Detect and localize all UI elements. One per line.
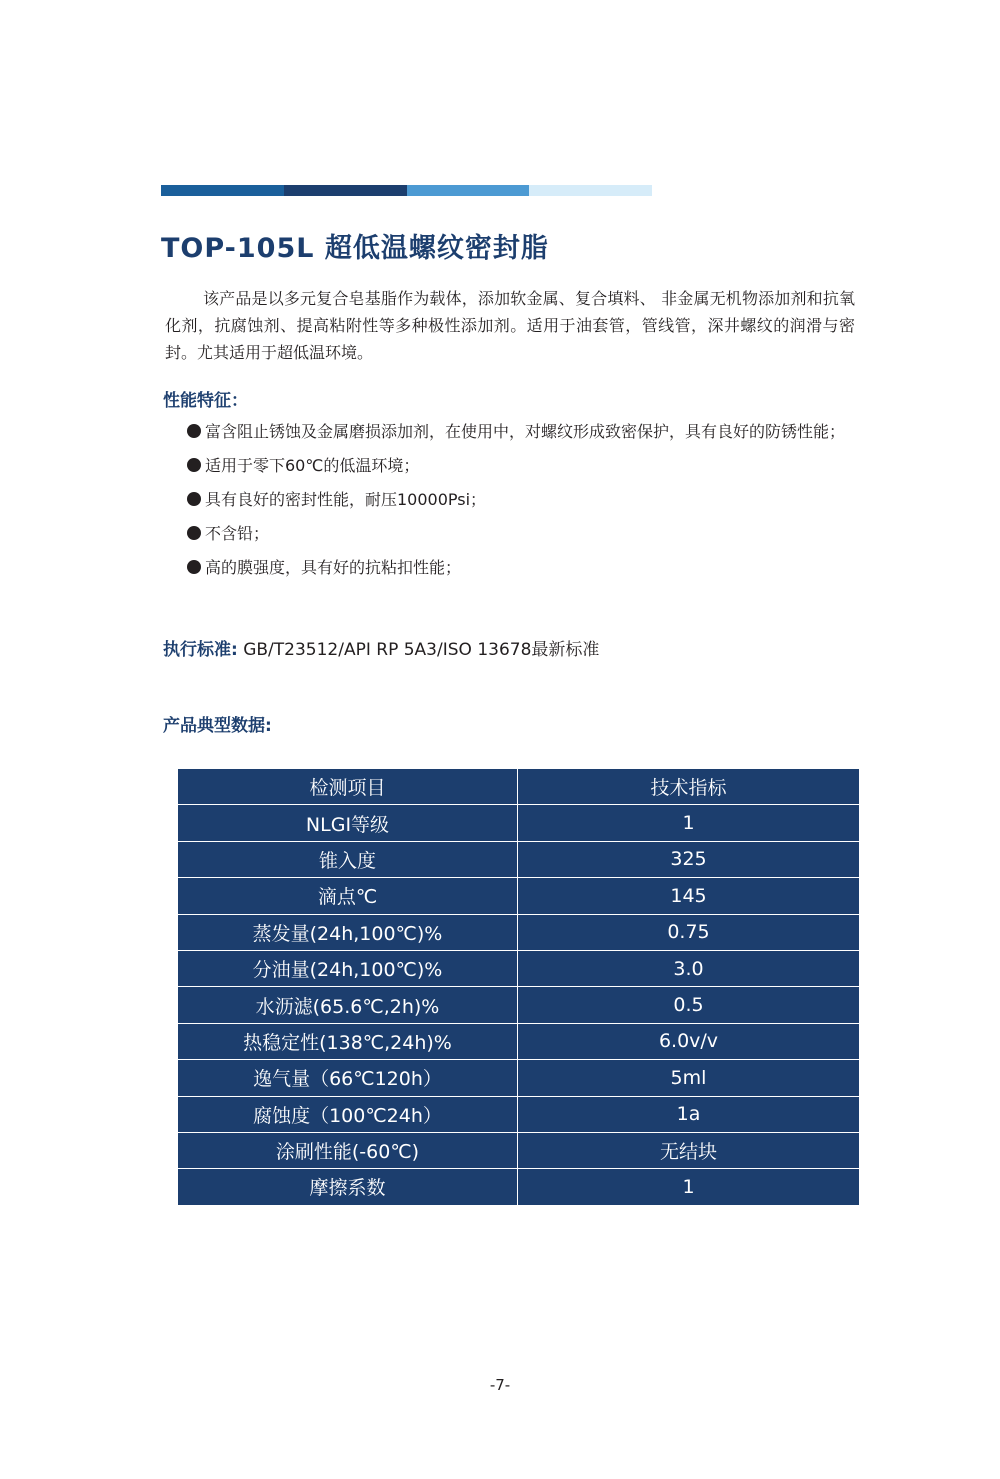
item-cell: 涂刷性能(-60℃) — [178, 1132, 518, 1168]
feature-item — [165, 518, 855, 549]
item-cell: 腐蚀度（100℃24h） — [178, 1096, 518, 1132]
item-cell: 逸气量（66℃120h） — [178, 1060, 518, 1096]
table-row — [178, 914, 859, 950]
feature-text: 适用于零下60℃的低温环境； — [205, 456, 420, 475]
color-bar-segment — [407, 185, 530, 196]
color-bar-segment — [161, 185, 284, 196]
table-header-row — [178, 769, 859, 805]
bullet-icon — [187, 458, 201, 472]
feature-text: 富含阻止锈蚀及金属磨损添加剂，在使用中，对螺纹形成致密保护，具有良好的防锈性能； — [205, 422, 846, 441]
feature-text: 不含铅； — [205, 524, 270, 543]
table-row — [178, 950, 859, 986]
feature-text: 具有良好的密封性能，耐压10000Psi； — [205, 490, 487, 509]
bullet-icon — [187, 424, 201, 438]
column-header: 技术指标 — [518, 769, 860, 805]
value-cell: 6.0v/v — [518, 1023, 860, 1059]
item-cell: 锥入度 — [178, 841, 518, 877]
standard-line — [163, 635, 599, 660]
table-row — [178, 1132, 859, 1168]
intro-paragraph: 该产品是以多元复合皂基脂作为载体，添加软金属、复合填料、 非金属无机物添加剂和抗氧化剂，抗腐蚀剂、提高粘附性等多种极性添加剂。适用于油套管，管线管，深井螺纹的润滑与密封。尤其适用于超低温环境。 — [165, 289, 855, 362]
value-cell: 5ml — [518, 1060, 860, 1096]
feature-item — [165, 484, 855, 515]
item-cell: NLGI等级 — [178, 805, 518, 841]
table-row — [178, 987, 859, 1023]
page-number: -7- — [489, 1376, 511, 1394]
features-list — [165, 416, 855, 586]
table-row — [178, 1096, 859, 1132]
column-header: 检测项目 — [178, 769, 518, 805]
table-row — [178, 878, 859, 914]
bullet-icon — [187, 560, 201, 574]
table-row — [178, 1169, 859, 1205]
item-cell: 蒸发量(24h,100℃)% — [178, 914, 518, 950]
bullet-icon — [187, 492, 201, 506]
value-cell: 1 — [682, 1175, 695, 1198]
feature-item — [165, 450, 855, 481]
value-cell: 145 — [518, 878, 860, 914]
value-cell: 0.75 — [518, 914, 860, 950]
features-heading: 性能特征： — [163, 391, 248, 411]
table-row — [178, 805, 859, 841]
item-cell: 分油量(24h,100℃)% — [178, 950, 518, 986]
feature-text: 高的膜强度，具有好的抗粘扣性能； — [205, 558, 462, 577]
value-cell: 无结块 — [518, 1132, 860, 1168]
value-cell: 1a — [518, 1096, 860, 1132]
feature-item — [165, 552, 855, 583]
value-cell: 325 — [518, 841, 860, 877]
value-cell: 1 — [518, 805, 860, 841]
color-bar-segment — [529, 185, 652, 196]
decorative-color-bar — [161, 185, 652, 196]
value-cell: 3.0 — [518, 950, 860, 986]
item-cell: 水沥滤(65.6℃,2h)% — [178, 987, 518, 1023]
item-cell: 热稳定性(138℃,24h)% — [178, 1023, 518, 1059]
color-bar-segment — [284, 185, 407, 196]
item-cell: 摩擦系数 — [178, 1169, 518, 1205]
feature-item — [165, 416, 855, 447]
table-row — [178, 1060, 859, 1096]
item-cell: 滴点℃ — [178, 878, 518, 914]
standard-value: GB/T23512/API RP 5A3/ISO 13678最新标准 — [237, 640, 600, 660]
product-data-table — [178, 769, 859, 1205]
value-cell: 0.5 — [518, 987, 860, 1023]
standard-label: 执行标准: — [163, 640, 238, 660]
bullet-icon — [187, 526, 201, 540]
table-row — [178, 1023, 859, 1059]
table-row — [178, 841, 859, 877]
page-title: TOP-105L 超低温螺纹密封脂 — [161, 233, 549, 264]
data-heading: 产品典型数据: — [163, 716, 272, 736]
